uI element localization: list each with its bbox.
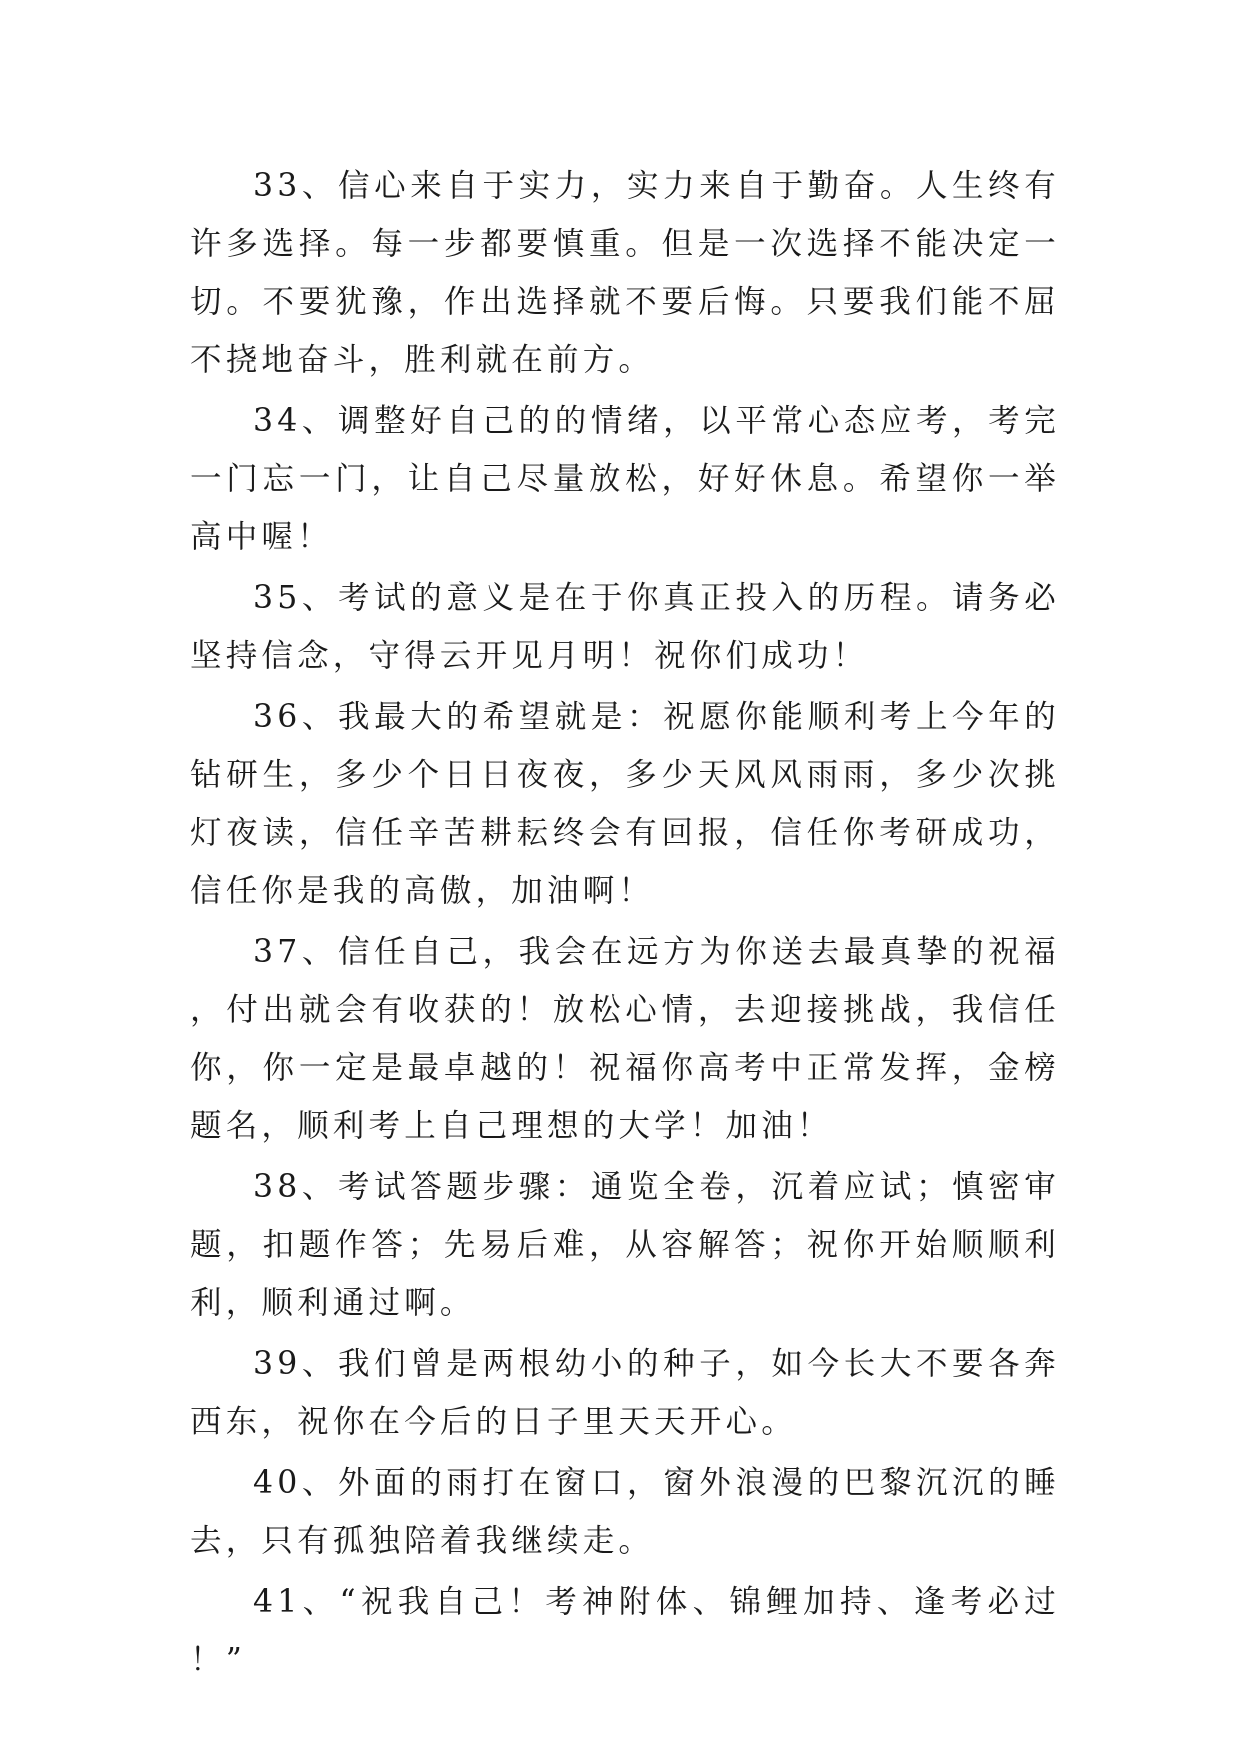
paragraph-38: 38、考试答题步骤：通览全卷，沉着应试；慎密审题，扣题作答；先易后难，从容解答；祝你开始顺顺利利，顺利通过啊。: [190, 1169, 1060, 1321]
paragraph-36: 36、我最大的希望就是：祝愿你能顺利考上今年的钻研生，多少个日日夜夜，多少天风风雨雨，多少次挑灯夜读，信任辛苦耕耘终会有回报，信任你考研成功，信任你是我的高傲，加油啊！: [190, 699, 1060, 909]
paragraph-34: 34、调整好自己的的情绪，以平常心态应考，考完一门忘一门，让自己尽量放松，好好休息。希望你一举高中喔！: [190, 403, 1060, 555]
paragraph-37: 37、信任自己，我会在远方为你送去最真挚的祝福，付出就会有收获的！放松心情，去迎接挑战，我信任你，你一定是最卓越的！祝福你高考中正常发挥，金榜题名，顺利考上自己理想的大学！加油！: [190, 934, 1060, 1144]
paragraph-40: 40、外面的雨打在窗口，窗外浪漫的巴黎沉沉的睡去，只有孤独陪着我继续走。: [190, 1465, 1060, 1559]
paragraph-35: 35、考试的意义是在于你真正投入的历程。请务必坚持信念，守得云开见月明！祝你们成功！: [190, 580, 1060, 674]
document-body: [190, 157, 1060, 1692]
paragraph-41: 41、“祝我自己！考神附体、锦鲤加持、逢考必过！”: [190, 1584, 1060, 1678]
paragraph-39: 39、我们曾是两根幼小的种子，如今长大不要各奔西东，祝你在今后的日子里天天开心。: [190, 1346, 1060, 1440]
paragraph-33: 33、信心来自于实力，实力来自于勤奋。人生终有许多选择。每一步都要慎重。但是一次选择不能决定一切。不要犹豫，作出选择就不要后悔。只要我们能不屈不挠地奋斗，胜利就在前方。: [190, 168, 1060, 378]
